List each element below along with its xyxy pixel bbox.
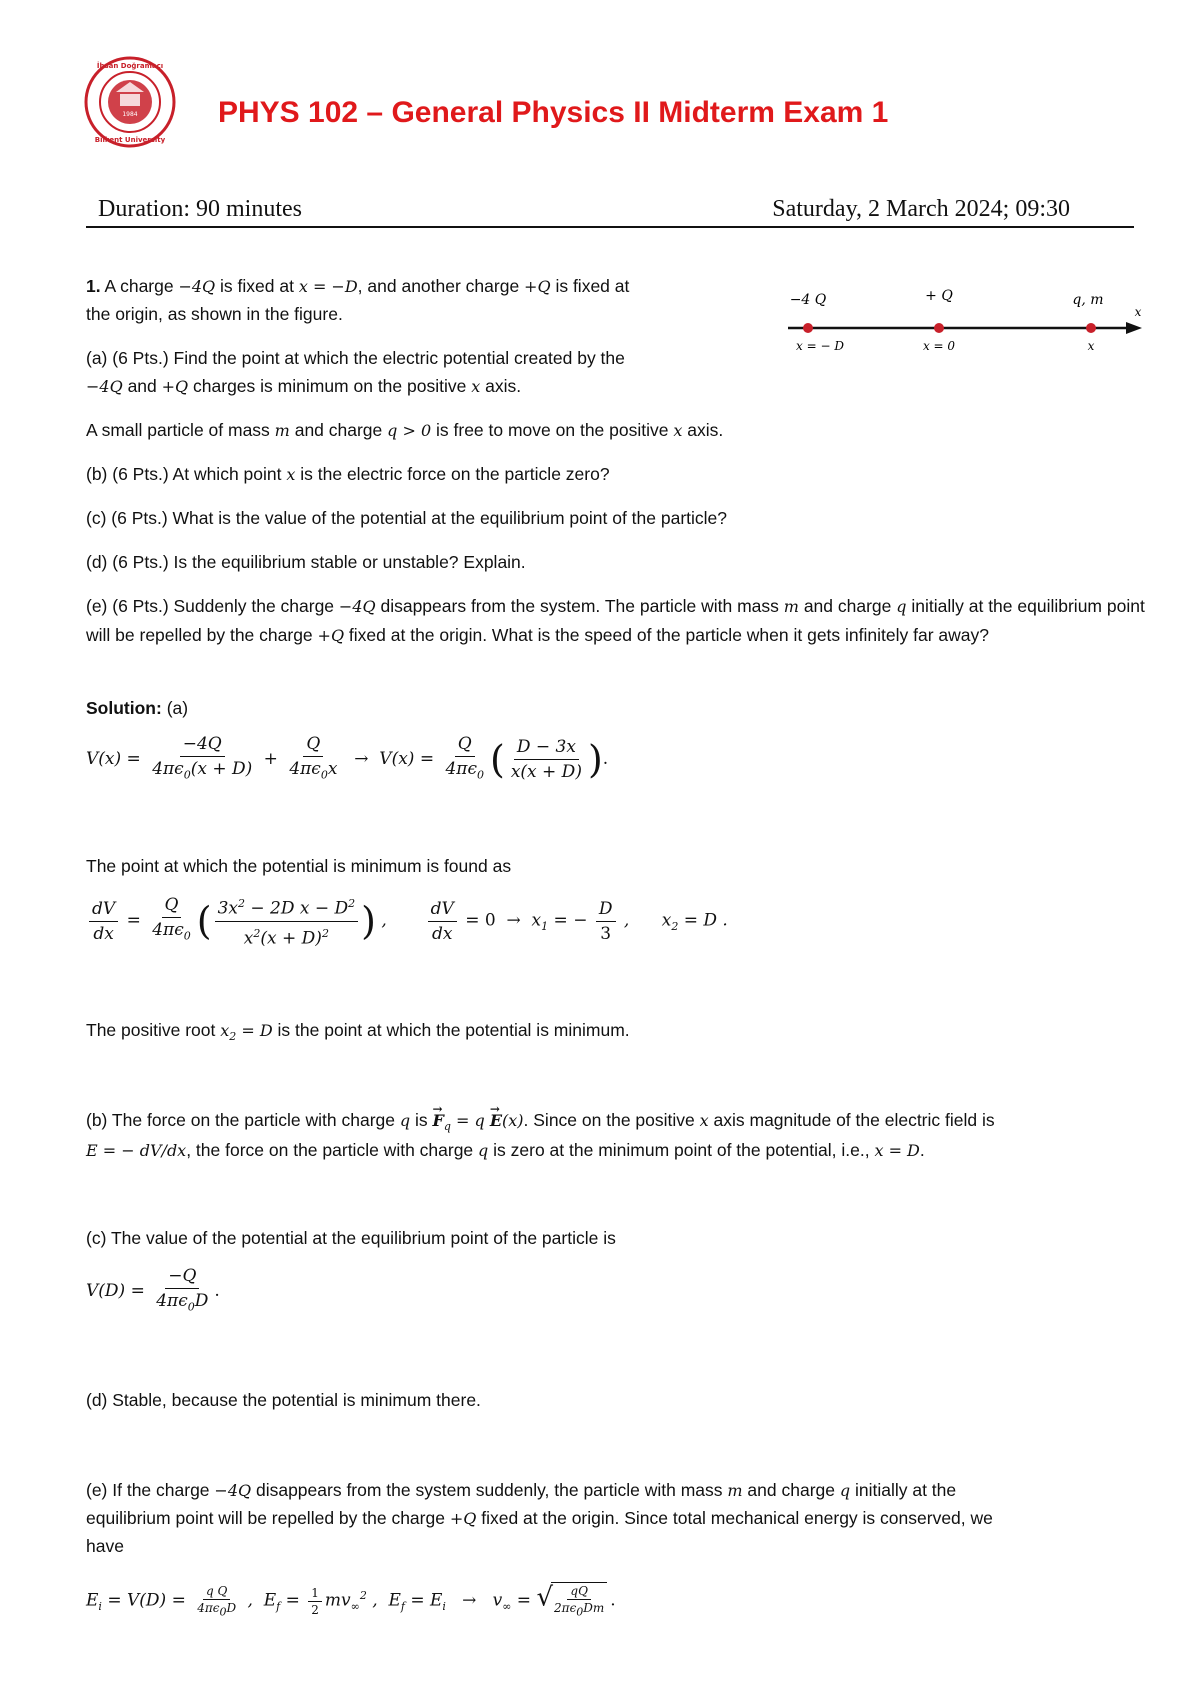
page-title: PHYS 102 – General Physics II Midterm Exam 1 [218, 96, 889, 129]
diagram-pos-right: x [1087, 339, 1095, 353]
solution-min-found: The point at which the potential is minimum is found as [86, 856, 512, 876]
diagram-pos-left: x = − D [796, 339, 844, 353]
diagram-label-left: −4 Q [789, 292, 827, 308]
solution-d: (d) Stable, because the potential is minimum there. [86, 1390, 481, 1410]
header-divider [86, 226, 1134, 228]
part-e: (e) (6 Pts.) Suddenly the charge −4Q disappears from the system. The particle with mass m and charge q initially at the equilibrium point will be repelled by the charge +Q fixed at the origin. What is the speed of the particle when it gets infinitely far away? [86, 596, 1145, 645]
charge-dot-left [803, 323, 813, 333]
equation-potential-at-D: V(D) = $\frac{-Q}{4\pi\epsilon_0D}$ . [86, 1266, 220, 1314]
university-seal-logo [84, 56, 176, 148]
svg-text:1984: 1984 [122, 111, 138, 118]
exam-duration: Duration: 90 minutes [98, 196, 302, 222]
question-intro-line1: 1. A charge −4Q is fixed at x = −D, and another charge +Q is fixed at [86, 276, 630, 296]
particle-statement: A small particle of mass m and charge q > 0 is free to move on the positive x axis. [86, 420, 724, 440]
svg-text:Bilkent University: Bilkent University [94, 136, 166, 144]
part-a-line2: −4Q and +Q charges is minimum on the positive x axis. [86, 376, 522, 396]
solution-positive-root: The positive root $x_2 = D$ is the point at which the potential is minimum. [86, 1020, 630, 1044]
equation-potential: V(x) = $\frac{-4Q}{4\pi\epsilon_0(x + D)}$ + $\frac{Q}{4\pi\epsilon_0x}$ → V(x) = $\frac{Q}{4\pi\epsilon_0}$ ( $\frac{D - 3x}{x(x + D)}$ ). [86, 734, 609, 783]
solution-e-line3: have [86, 1536, 124, 1556]
svg-text:İhsan Doğramacı: İhsan Doğramacı [96, 62, 164, 70]
diagram-label-right: q, m [1072, 292, 1104, 308]
question-intro-line2: the origin, as shown in the figure. [86, 304, 343, 324]
equation-energy: $E_i = V(D)$ = $\frac{\text{q Q}}{4\pi\epsilon_0D}$ , $E_f$ = $\frac{1}{2}$ $mv_\infty^2$ , $E_f = E_i$ → $v_\infty$ = √ $\frac{qQ}{2\pi\epsilon_0Dm}$ . [86, 1582, 616, 1619]
solution-e-line1: (e) If the charge −4Q disappears from the system suddenly, the particle with mass m and charge q initially at the [86, 1480, 957, 1500]
solution-c: (c) The value of the potential at the equilibrium point of the particle is [86, 1228, 616, 1248]
part-d: (d) (6 Pts.) Is the equilibrium stable or unstable? Explain. [86, 552, 526, 572]
part-a-line1: (a) (6 Pts.) Find the point at which the electric potential created by the [86, 348, 625, 368]
solution-b-line2: E = − dV/dx, the force on the particle with charge q is zero at the minimum point of the potential, i.e., x = D. [86, 1140, 925, 1160]
part-c: (c) (6 Pts.) What is the value of the potential at the equilibrium point of the particle? [86, 508, 728, 528]
diagram-pos-mid: x = 0 [922, 339, 956, 353]
equation-derivative: $\frac{dV}{dx}$ = $\frac{Q}{4\pi\epsilon_0}$ ( $\frac{3x^2 - 2D x - D^2}{x^2(x + D)^2}$ ) , $\frac{dV}{dx}$ = $0 \to x_1$ = − $\frac{D}{3}$ , $x_2 = D$ . [86, 892, 728, 950]
charge-dot-mid [934, 323, 944, 333]
solution-b-line1: (b) The force on the particle with charge q is → $F_q = q \to E(x)$. Since on the positive x axis magnitude of the electric field is [86, 1106, 995, 1141]
solution-heading: Solution: (a) [86, 698, 189, 718]
part-b: (b) (6 Pts.) At which point x is the electric force on the particle zero? [86, 464, 610, 484]
question-number: 1. [86, 276, 101, 296]
charge-diagram [788, 280, 1148, 360]
diagram-axis-label: x [1134, 305, 1142, 319]
solution-e-line2: equilibrium point will be repelled by the charge +Q fixed at the origin. Since total mechanical energy is conserved, we [86, 1508, 993, 1528]
exam-date: Saturday, 2 March 2024; 09:30 [772, 196, 1070, 222]
diagram-label-mid: + Q [925, 288, 953, 304]
charge-dot-right [1086, 323, 1096, 333]
